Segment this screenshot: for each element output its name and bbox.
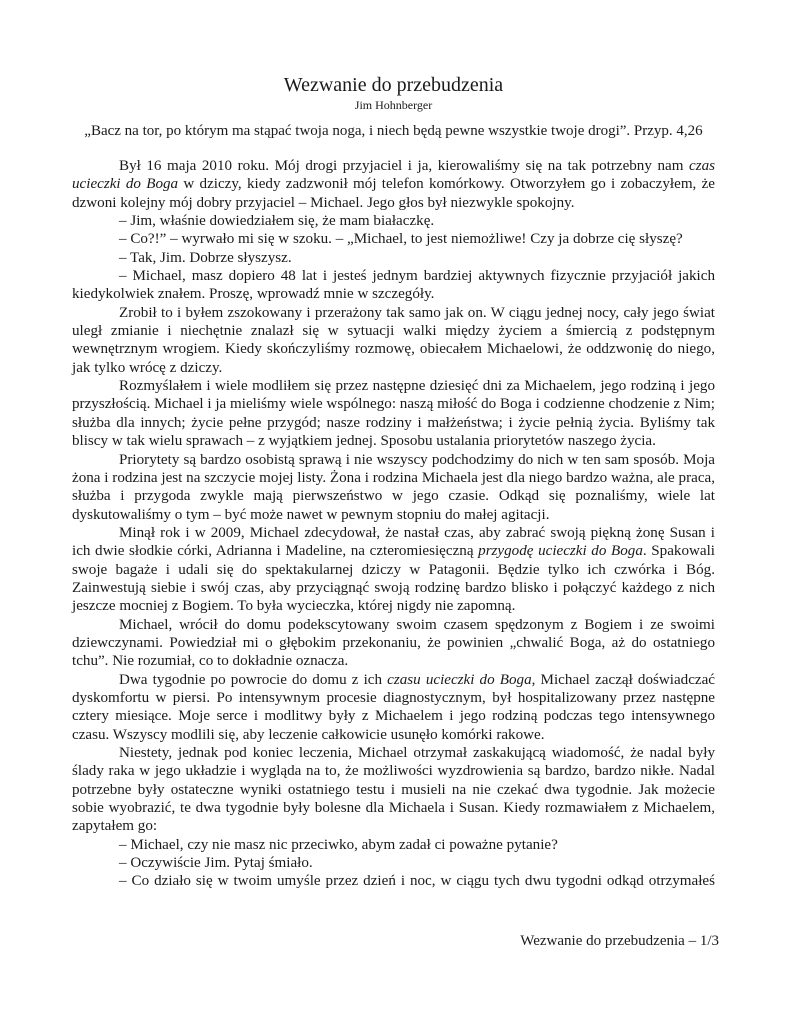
paragraph bbox=[72, 872, 715, 890]
text-run: Minął rok i w 2009, Michael zdecydował, że nastał czas, aby zabrać swoją piękną żonę Susan i ich dwie słodkie córki, Adrianna i Madeline, na czteromiesięczną bbox=[72, 524, 715, 560]
text-run: Zrobił to i byłem zszokowany i przerażony tak samo jak on. W ciągu jednej nocy, cały jego świat uległ zmianie i niechętnie znalazł się w sytuacji walki między życiem a śmiercią z podstępnym wewnętrznym wrogiem. Kiedy skończyliśmy rozmowę, obiecałem Michaelowi, że oddzwonię do niego, jak tylko wrócę z dziczy. bbox=[72, 304, 715, 376]
paragraph bbox=[72, 212, 715, 230]
document-body bbox=[72, 157, 715, 891]
document-motto: „Bacz na tor, po którym ma stąpać twoja noga, i niech będą pewne wszystkie twoje drogi”. Przyp. 4,26 bbox=[84, 123, 703, 139]
paragraph bbox=[72, 377, 715, 450]
paragraph bbox=[72, 836, 715, 854]
text-run: – Co działo się w twoim umyśle przez dzień i noc, w ciągu tych dwu tygodni odkąd otrzymałeś bbox=[119, 873, 715, 890]
paragraph bbox=[72, 267, 715, 304]
text-run: , Michael zaczął doświadczać dyskomfortu w piersi. Po intensywnym procesie diagnostycznym, był hospitalizowany przez następne cztery miesiące. Moje serce i modlitwy były z Michaelem i jego rodziną podczas tego intensywnego czasu. Wszyscy modlili się, aby leczenie całkowicie usunęło komórki rakowe. bbox=[72, 671, 716, 743]
document-title: Wezwanie do przebudzenia bbox=[283, 74, 504, 96]
text-run: Priorytety są bardzo osobistą sprawą i nie wszyscy podchodzimy do nich w ten sam sposób. Moja żona i rodzina jest na szczycie mojej listy. Żona i rodzina Michaela jest dla niego bardzo ważna, ale praca, służba i przygoda zwykle mają pierwszeństwo w jego czasie. Odkąd się poznaliśmy, wiele lat dyskutowaliśmy o tym – być może nawet w pewnym stopniu do małej agitacji. bbox=[72, 451, 715, 523]
paragraph bbox=[72, 616, 715, 671]
text-run: – Oczywiście Jim. Pytaj śmiało. bbox=[119, 855, 313, 872]
paragraph bbox=[72, 744, 715, 836]
paragraph bbox=[72, 524, 715, 616]
text-run: Był 16 maja 2010 roku. Mój drogi przyjaciel i ja, kierowaliśmy się na tak potrzebny nam bbox=[119, 158, 689, 174]
italic-phrase: czasu ucieczki do Boga bbox=[387, 671, 532, 688]
text-run: – Michael, czy nie masz nic przeciwko, abym zadał ci poważne pytanie? bbox=[119, 836, 558, 853]
text-run: Michael, wrócił do domu podekscytowany swoim czasem spędzonym z Bogiem i ze swoimi dziewczynami. Powiedział mi o głębokim przekonaniu, że powinien „chwalić Boga, aż do ostatniego tchu”. Nie rozumiał, co to dokładnie oznacza. bbox=[72, 616, 715, 670]
document-author: Jim Hohnberger bbox=[354, 98, 433, 112]
paragraph bbox=[72, 230, 715, 248]
text-run: Niestety, jednak pod koniec leczenia, Michael otrzymał zaskakującą wiadomość, że nadal były ślady raka w jego układzie i wygląda na to, że możliwości wyzdrowienia są bardzo, bardzo nikłe. Nadal potrzebne były ostateczne wyniki ostatniego testu i musieli na nie czekać dwa tygodnie. Jak możecie sobie wyobrazić, te dwa tygodnie były bolesne dla Michaela i Susan. Kiedy rozmawiałem z Michaelem, zapytałem go: bbox=[72, 745, 715, 835]
text-run: – Jim, właśnie dowiedziałem się, że mam białaczkę. bbox=[119, 213, 435, 230]
paragraph bbox=[72, 671, 715, 744]
text-run: – Michael, masz dopiero 48 lat i jesteś jednym bardziej aktywnych fizycznie przyjaciół jakich kiedykolwiek znałem. Proszę, wprowadź mnie w szczegóły. bbox=[72, 268, 715, 303]
paragraph bbox=[72, 157, 715, 212]
text-run: Rozmyślałem i wiele modliłem się przez następne dziesięć dni za Michaelem, jego rodziną i jego przyszłością. Michael i ja mieliśmy wiele wspólnego: naszą miłość do Boga i codzienne chodzenie z Nim; służba dla innych; życie pełne przygód; nasze rodziny i małżeństwa; i życie pełnią życia. Byliśmy tak bliscy w tak wielu sprawach – z wyjątkiem jednej. Sposobu ustalania priorytetów naszego życia. bbox=[72, 378, 715, 450]
italic-phrase: czas ucieczki do Boga bbox=[72, 158, 715, 193]
paragraph bbox=[72, 304, 715, 377]
document-page bbox=[72, 72, 715, 891]
text-run: – Co?!” – wyrwało mi się w szoku. – „Michael, to jest niemożliwe! Czy ja dobrze cię słyszę? bbox=[119, 231, 683, 248]
italic-phrase: przygodę ucieczki do Boga bbox=[478, 543, 643, 560]
page-footer: Wezwanie do przebudzenia – 1/3 bbox=[520, 933, 719, 949]
paragraph bbox=[72, 249, 715, 267]
text-run: . Spakowali swoje bagaże i udali się do spektakularnej dziczy w Patagonii. Będzie tylko ich czwórka i Bóg. Zainwestują siebie i swój czas, aby przyciągnąć swoją rodzinę bardzo blisko i połączyć każdego z nich jeszcze mocniej z Bogiem. To była wycieczka, której nigdy nie zapomną. bbox=[72, 543, 715, 615]
paragraph bbox=[72, 451, 715, 524]
text-run: – Tak, Jim. Dobrze słyszysz. bbox=[119, 249, 292, 266]
text-run: w dziczy, kiedy zadzwonił mój telefon komórkowy. Otworzyłem go i zobaczyłem, że dzwoni kolejny mój dobry przyjaciel – Michael. Jego głos był niezwykle spokojny. bbox=[72, 176, 715, 211]
paragraph bbox=[72, 854, 715, 872]
text-run: Dwa tygodnie po powrocie do domu z ich bbox=[119, 671, 388, 688]
